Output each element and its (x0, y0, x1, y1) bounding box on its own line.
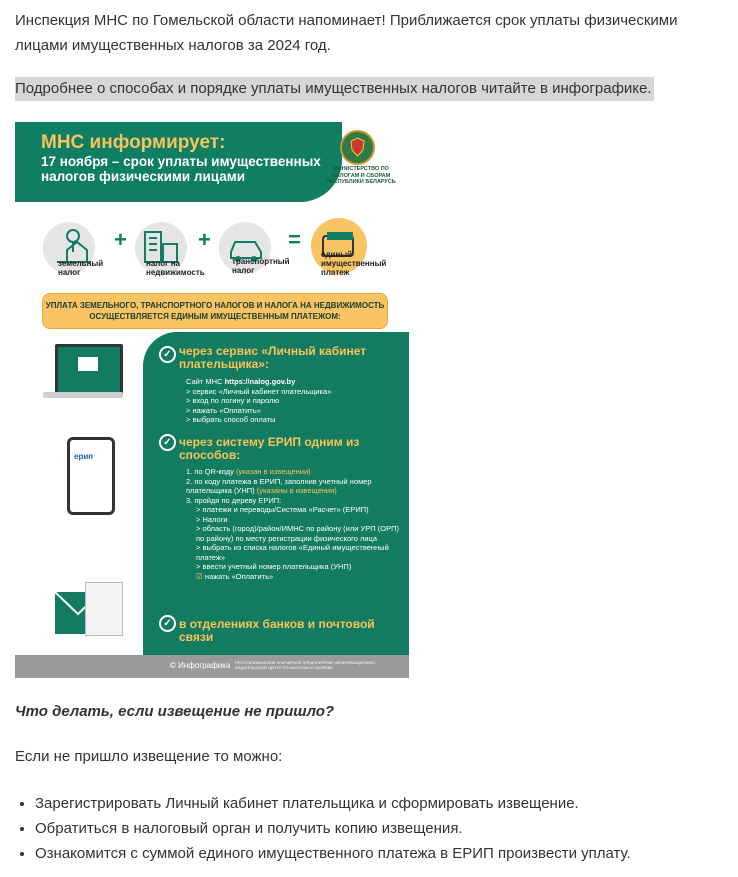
method-2-steps (186, 467, 401, 581)
checkbox-icon: ☑ (196, 571, 203, 581)
method-2-step: 2. по коду платежа в ЕРИП, заполнив учетный номер плательщика (УНП) (186, 476, 372, 495)
infographic-note: Подробнее о способах и порядке уплаты имущественных налогов читайте в инфографике. (15, 77, 654, 101)
method-1-step: > выбрать способ оплаты (186, 415, 276, 424)
list-item: • Ознакомится с суммой единого имущественного платежа в ЕРИП произвести уплату. (35, 841, 735, 866)
erip-tree-step: нажать «Оплатить» (204, 571, 274, 581)
property-tax-label: налог на недвижимость (146, 259, 205, 277)
infographic-footer (15, 655, 409, 678)
keyboard-icon (43, 392, 123, 398)
method-1-url: https://nalog.gov.by (224, 377, 296, 386)
method-2-note: (указаны в извещении) (256, 486, 337, 495)
erip-tree-step: > область (город)/район/ИМНС по району (или УРП (ОРП) по району) по месту регистрации физического лица (196, 524, 399, 543)
erip-tree-step: > ввести учетный номер плательщика (УНП) (196, 562, 352, 571)
document-icon (85, 582, 123, 636)
plus-sign-2: + (198, 227, 211, 252)
intro-paragraph: Инспекция МНС по Гомельской области напоминает! Приближается срок уплаты физическими лицами имущественных налогов за 2024 год. (15, 12, 678, 54)
computer-icon (55, 344, 123, 396)
question-heading: Что делать, если извещение не пришло? (15, 703, 335, 720)
infographic (15, 122, 409, 678)
check-icon: ✓ (159, 346, 176, 363)
info-banner (42, 293, 388, 329)
infographic-title: МНС информирует: (41, 132, 226, 153)
erip-tree-step: > платежи и переводы/Система «Расчет» (ЕРИП) (196, 505, 369, 514)
check-icon: ✓ (159, 615, 176, 632)
land-tax-label: земельный налог (58, 259, 104, 277)
footer-copyright: © Инфографика (170, 661, 231, 670)
erip-tree-step: > Налоги (196, 514, 228, 524)
advice-list (15, 791, 735, 866)
erip-logo: ерип (74, 452, 94, 461)
transport-tax-label: транспортный налог (232, 257, 290, 275)
payment-methods-panel (143, 332, 409, 655)
phone-icon (67, 437, 115, 515)
method-2-note: (указан в извещении) (236, 467, 311, 476)
method-2-step: 1. по QR-коду (186, 467, 234, 476)
plus-sign: + (114, 227, 127, 252)
method-1-steps (186, 377, 406, 425)
method-1-site: Сайт МНС (186, 377, 223, 386)
list-item: • Обратиться в налоговый орган и получить копию извещения. (35, 816, 735, 841)
erip-tree-step: > выбрать из списка налогов «Единый имущественный платеж» (196, 543, 389, 562)
list-item: • Зарегистрировать Личный кабинет плательщика и сформировать извещение. (35, 791, 735, 816)
method-1-step: > вход по логину и паролю (186, 396, 280, 405)
info-banner-text: УПЛАТА ЗЕМЕЛЬНОГО, ТРАНСПОРТНОГО НАЛОГОВ И НАЛОГА НА НЕДВИЖИМОСТЬ ОСУЩЕСТВЛЯЕТСЯ ЕДИНЫМ ИМУЩЕСТВЕННЫМ ПЛАТЕЖОМ: (45, 301, 385, 321)
method-3-title: в отделениях банков и почтовой связи (179, 617, 375, 644)
check-icon: ✓ (159, 434, 176, 451)
method-1-title: через сервис «Личный кабинет плательщика»: (179, 344, 367, 371)
infographic-subtitle: 17 ноября – срок уплаты имущественных налогов физическими лицами (41, 154, 321, 184)
method-1-step: > сервис «Личный кабинет плательщика» (186, 386, 332, 396)
ministry-name: МИНИСТЕРСТВО ПО НАЛОГАМ И СБОРАМ РЕСПУБЛИКИ БЕЛАРУСЬ (326, 166, 396, 185)
method-2-title: через систему ЕРИП одним из способов: (179, 435, 360, 462)
infographic-header (15, 122, 342, 202)
footer-org: РЕСПУБЛИКАНСКОЕ УНИТАРНОЕ ПРЕДПРИЯТИЕ «ИНФОРМАЦИОННО-ИЗДАТЕЛЬСКИЙ ЦЕНТР ПО НАЛОГАМ И СБОРАМ» (235, 660, 376, 670)
equals-sign: = (288, 227, 301, 252)
method-2-step: 3. пройдя по дереву ЕРИП: (186, 495, 282, 505)
method-1-step: > нажать «Оплатить» (186, 405, 261, 415)
ministry-emblem-icon (340, 130, 375, 165)
answer-intro: Если не пришло извещение то можно: (15, 748, 283, 765)
single-payment-label: единый имущественный платеж (321, 250, 387, 277)
